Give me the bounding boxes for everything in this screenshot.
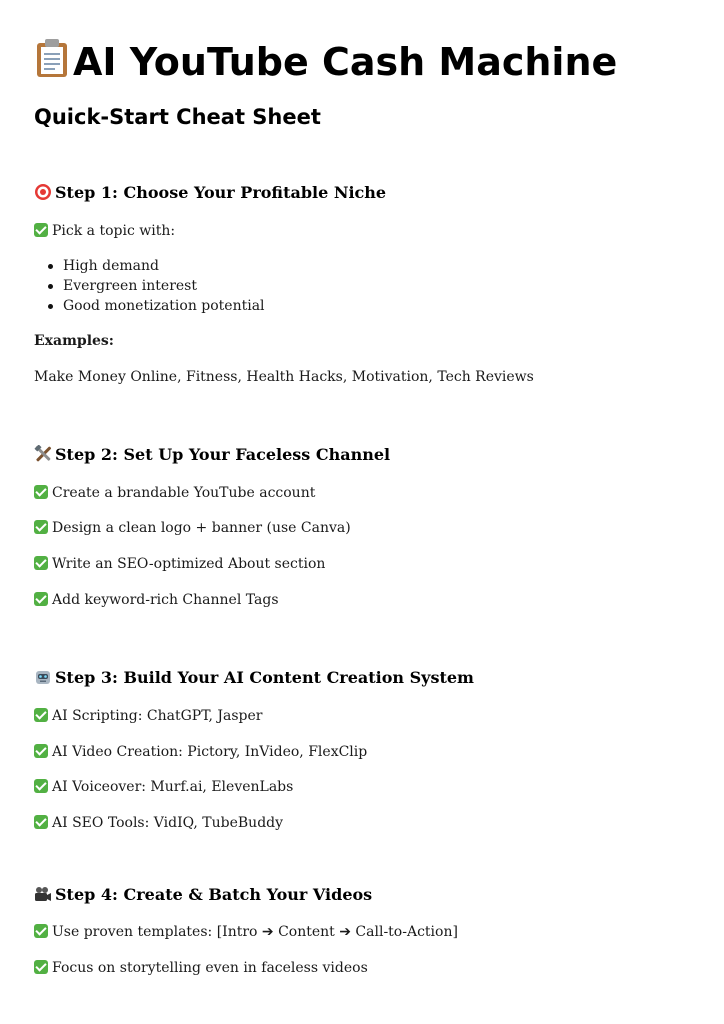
list-item: Evergreen interest: [48, 276, 265, 296]
step1-intro: Pick a topic with:: [34, 221, 175, 241]
examples-label: Examples:: [34, 333, 114, 349]
tools-icon: [34, 445, 52, 469]
step4-item-2: Focus on storytelling even in faceless videos: [34, 958, 368, 978]
check-icon: [34, 520, 48, 534]
step4-heading: Step 4: Create & Batch Your Videos: [34, 884, 372, 909]
robot-icon: [34, 668, 52, 692]
step3-item-3: AI Voiceover: Murf.ai, ElevenLabs: [34, 777, 293, 797]
step3-heading: Step 3: Build Your AI Content Creation System: [34, 667, 474, 692]
step2-item-3: Write an SEO-optimized About section: [34, 554, 325, 574]
step1-heading: Step 1: Choose Your Profitable Niche: [34, 182, 386, 207]
check-icon: [34, 779, 48, 793]
step3-item-2: AI Video Creation: Pictory, InVideo, FlexClip: [34, 742, 367, 762]
step2-item-2: Design a clean logo + banner (use Canva): [34, 518, 351, 538]
page-title: AI YouTube Cash Machine: [34, 38, 617, 88]
step1-bullet-list: [48, 256, 265, 316]
movie-camera-icon: [34, 885, 52, 909]
check-icon: [34, 485, 48, 499]
check-icon: [34, 924, 48, 938]
check-icon: [34, 223, 48, 237]
check-icon: [34, 556, 48, 570]
step3-item-1: AI Scripting: ChatGPT, Jasper: [34, 706, 262, 726]
check-icon: [34, 815, 48, 829]
check-icon: [34, 960, 48, 974]
check-icon: [34, 744, 48, 758]
check-icon: [34, 592, 48, 606]
step2-item-1: Create a brandable YouTube account: [34, 483, 315, 503]
step2-heading: Step 2: Set Up Your Faceless Channel: [34, 444, 390, 469]
step4-item-1: Use proven templates: [Intro ➔ Content ➔ Call-to-Action]: [34, 922, 458, 942]
step3-item-4: AI SEO Tools: VidIQ, TubeBuddy: [34, 813, 283, 833]
step2-item-4: Add keyword-rich Channel Tags: [34, 590, 279, 610]
check-icon: [34, 708, 48, 722]
list-item: Good monetization potential: [48, 296, 265, 316]
list-item: High demand: [48, 256, 265, 276]
clipboard-icon: [34, 38, 70, 88]
examples-text: Make Money Online, Fitness, Health Hacks, Motivation, Tech Reviews: [34, 369, 534, 385]
page-subtitle: Quick-Start Cheat Sheet: [34, 105, 321, 129]
target-icon: [34, 183, 52, 207]
